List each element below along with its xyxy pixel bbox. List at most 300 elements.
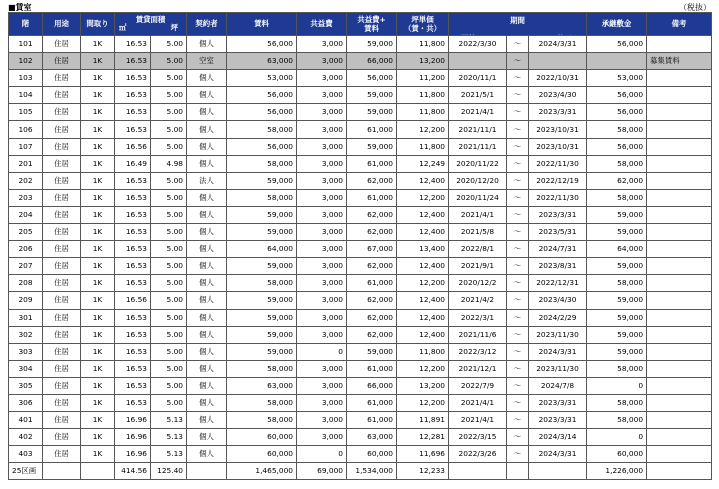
cell-layout: 1K bbox=[81, 343, 115, 360]
cell-area-tsubo: 5.00 bbox=[151, 172, 187, 189]
cell-start-date: 2022/7/9 bbox=[449, 377, 507, 394]
cell-rent-common: 66,000 bbox=[347, 377, 397, 394]
cell-end-date: 2023/11/30 bbox=[529, 360, 587, 377]
cell-rent-common: 61,000 bbox=[347, 121, 397, 138]
cell-unit-price: 13,200 bbox=[397, 53, 449, 70]
cell-area-m2: 16.96 bbox=[115, 412, 151, 429]
cell-area-tsubo: 5.00 bbox=[151, 360, 187, 377]
cell-room: 401 bbox=[9, 412, 43, 429]
cell-area-tsubo: 5.00 bbox=[151, 53, 187, 70]
cell-layout: 1K bbox=[81, 241, 115, 258]
cell-layout: 1K bbox=[81, 429, 115, 446]
total-rent: 1,465,000 bbox=[227, 463, 297, 480]
cell-unit-price: 12,200 bbox=[397, 394, 449, 411]
cell-deposit: 0 bbox=[587, 377, 647, 394]
header-floor: 階 bbox=[9, 13, 43, 36]
cell-remarks bbox=[647, 394, 712, 411]
cell-use: 住居 bbox=[43, 343, 81, 360]
cell-period-tilde: 〜 bbox=[507, 155, 529, 172]
cell-period-tilde: 〜 bbox=[507, 429, 529, 446]
cell-area-m2: 16.53 bbox=[115, 224, 151, 241]
cell-use: 住居 bbox=[43, 104, 81, 121]
cell-area-m2: 16.49 bbox=[115, 155, 151, 172]
cell-layout: 1K bbox=[81, 224, 115, 241]
cell-layout: 1K bbox=[81, 309, 115, 326]
section-title: ■賃室 bbox=[8, 3, 32, 12]
cell-remarks bbox=[647, 309, 712, 326]
cell-rent: 63,000 bbox=[227, 53, 297, 70]
cell-area-m2: 16.53 bbox=[115, 172, 151, 189]
total-unit-price: 12,233 bbox=[397, 463, 449, 480]
cell-rent-common: 61,000 bbox=[347, 155, 397, 172]
cell-use: 住居 bbox=[43, 241, 81, 258]
cell-rent: 64,000 bbox=[227, 241, 297, 258]
cell-use: 住居 bbox=[43, 121, 81, 138]
cell-rent: 56,000 bbox=[227, 36, 297, 53]
cell-period-tilde: 〜 bbox=[507, 275, 529, 292]
cell-period-tilde: 〜 bbox=[507, 446, 529, 463]
cell-area-tsubo: 5.00 bbox=[151, 394, 187, 411]
rent-roll-table bbox=[8, 12, 712, 480]
cell-layout: 1K bbox=[81, 377, 115, 394]
cell-period-tilde: 〜 bbox=[507, 258, 529, 275]
header-unit-price-line1: 坪単価 bbox=[411, 15, 434, 24]
cell-common-fee: 3,000 bbox=[297, 275, 347, 292]
cell-deposit: 59,000 bbox=[587, 292, 647, 309]
cell-room: 202 bbox=[9, 172, 43, 189]
cell-start-date: 2021/11/1 bbox=[449, 138, 507, 155]
header-period-start bbox=[461, 33, 476, 36]
cell-start-date: 2020/11/22 bbox=[449, 155, 507, 172]
cell-rent-common: 59,000 bbox=[347, 138, 397, 155]
cell-start-date: 2021/4/1 bbox=[449, 394, 507, 411]
cell-rent: 59,000 bbox=[227, 172, 297, 189]
cell-remarks bbox=[647, 172, 712, 189]
cell-deposit: 56,000 bbox=[587, 104, 647, 121]
table-row bbox=[9, 206, 712, 223]
cell-area-tsubo: 5.13 bbox=[151, 412, 187, 429]
cell-end-date: 2023/10/31 bbox=[529, 121, 587, 138]
cell-use: 住居 bbox=[43, 189, 81, 206]
cell-use: 住居 bbox=[43, 258, 81, 275]
cell-rent: 59,000 bbox=[227, 258, 297, 275]
cell-rent-common: 61,000 bbox=[347, 394, 397, 411]
cell-room: 201 bbox=[9, 155, 43, 172]
cell-area-tsubo: 5.00 bbox=[151, 309, 187, 326]
cell-area-tsubo: 5.00 bbox=[151, 206, 187, 223]
cell-unit-price: 12,400 bbox=[397, 224, 449, 241]
cell-area-m2: 16.53 bbox=[115, 360, 151, 377]
table-row bbox=[9, 138, 712, 155]
total-m2: 414.56 bbox=[115, 463, 151, 480]
cell-contractor: 個人 bbox=[187, 429, 227, 446]
cell-unit-price: 11,800 bbox=[397, 138, 449, 155]
cell-period-tilde: 〜 bbox=[507, 87, 529, 104]
header-unit-price-line2: （賃・共） bbox=[404, 24, 441, 33]
cell-rent: 53,000 bbox=[227, 70, 297, 87]
cell-contractor: 個人 bbox=[187, 258, 227, 275]
cell-period-tilde: 〜 bbox=[507, 241, 529, 258]
header-rent-common-line1: 共益費+ bbox=[357, 15, 386, 24]
cell-rent: 58,000 bbox=[227, 412, 297, 429]
cell-rent: 56,000 bbox=[227, 138, 297, 155]
cell-area-tsubo: 5.00 bbox=[151, 36, 187, 53]
cell-period-tilde: 〜 bbox=[507, 292, 529, 309]
total-common: 69,000 bbox=[297, 463, 347, 480]
cell-contractor: 個人 bbox=[187, 36, 227, 53]
cell-deposit: 58,000 bbox=[587, 155, 647, 172]
cell-start-date: 2022/3/1 bbox=[449, 309, 507, 326]
header-area-title: 賃貸面積 bbox=[135, 15, 166, 24]
cell-rent-common: 62,000 bbox=[347, 258, 397, 275]
cell-deposit: 62,000 bbox=[587, 172, 647, 189]
cell-deposit: 58,000 bbox=[587, 412, 647, 429]
cell-start-date: 2020/11/24 bbox=[449, 189, 507, 206]
header-period-title: 期間 bbox=[510, 16, 525, 25]
cell-room: 203 bbox=[9, 189, 43, 206]
total-rent-common: 1,534,000 bbox=[347, 463, 397, 480]
cell-unit-price: 11,800 bbox=[397, 343, 449, 360]
cell-rent: 59,000 bbox=[227, 206, 297, 223]
cell-area-tsubo: 5.13 bbox=[151, 429, 187, 446]
header-period-end bbox=[557, 33, 572, 36]
cell-rent: 56,000 bbox=[227, 87, 297, 104]
cell-room: 102 bbox=[9, 53, 43, 70]
cell-common-fee: 3,000 bbox=[297, 394, 347, 411]
cell-start-date: 2021/11/6 bbox=[449, 326, 507, 343]
cell-area-tsubo: 5.00 bbox=[151, 377, 187, 394]
cell-room: 209 bbox=[9, 292, 43, 309]
cell-period-tilde: 〜 bbox=[507, 138, 529, 155]
cell-period-tilde: 〜 bbox=[507, 172, 529, 189]
table-row bbox=[9, 377, 712, 394]
cell-room: 103 bbox=[9, 70, 43, 87]
cell-unit-price: 11,891 bbox=[397, 412, 449, 429]
cell-layout: 1K bbox=[81, 292, 115, 309]
cell-unit-price: 12,400 bbox=[397, 292, 449, 309]
table-row bbox=[9, 343, 712, 360]
cell-common-fee: 3,000 bbox=[297, 70, 347, 87]
cell-deposit: 60,000 bbox=[587, 446, 647, 463]
cell-unit-price: 12,200 bbox=[397, 189, 449, 206]
table-row bbox=[9, 412, 712, 429]
cell-contractor: 法人 bbox=[187, 172, 227, 189]
cell-rent-common: 62,000 bbox=[347, 292, 397, 309]
table-row bbox=[9, 36, 712, 53]
cell-rent-common: 60,000 bbox=[347, 446, 397, 463]
table-row bbox=[9, 429, 712, 446]
cell-common-fee: 3,000 bbox=[297, 258, 347, 275]
cell-period-tilde: 〜 bbox=[507, 412, 529, 429]
cell-period-tilde: 〜 bbox=[507, 360, 529, 377]
cell-layout: 1K bbox=[81, 326, 115, 343]
cell-end-date: 2023/5/31 bbox=[529, 224, 587, 241]
cell-end-date: 2024/3/31 bbox=[529, 343, 587, 360]
cell-room: 206 bbox=[9, 241, 43, 258]
cell-contractor: 個人 bbox=[187, 121, 227, 138]
cell-use: 住居 bbox=[43, 206, 81, 223]
cell-deposit: 56,000 bbox=[587, 36, 647, 53]
cell-use: 住居 bbox=[43, 377, 81, 394]
cell-room: 101 bbox=[9, 36, 43, 53]
cell-contractor: 空室 bbox=[187, 53, 227, 70]
cell-contractor: 個人 bbox=[187, 189, 227, 206]
cell-layout: 1K bbox=[81, 138, 115, 155]
cell-contractor: 個人 bbox=[187, 241, 227, 258]
cell-remarks bbox=[647, 104, 712, 121]
cell-end-date: 2023/3/31 bbox=[529, 412, 587, 429]
cell-period-tilde: 〜 bbox=[507, 377, 529, 394]
cell-area-m2: 16.96 bbox=[115, 446, 151, 463]
cell-area-m2: 16.53 bbox=[115, 104, 151, 121]
cell-deposit: 58,000 bbox=[587, 394, 647, 411]
cell-layout: 1K bbox=[81, 87, 115, 104]
header-use: 用途 bbox=[43, 13, 81, 36]
cell-area-tsubo: 5.00 bbox=[151, 87, 187, 104]
cell-contractor: 個人 bbox=[187, 87, 227, 104]
header-common-fee: 共益費 bbox=[297, 13, 347, 36]
cell-use: 住居 bbox=[43, 224, 81, 241]
cell-area-m2: 16.53 bbox=[115, 275, 151, 292]
cell-unit-price: 11,800 bbox=[397, 87, 449, 104]
cell-area-tsubo: 5.00 bbox=[151, 326, 187, 343]
cell-end-date: 2023/4/30 bbox=[529, 292, 587, 309]
cell-use: 住居 bbox=[43, 394, 81, 411]
cell-rent: 59,000 bbox=[227, 292, 297, 309]
table-row bbox=[9, 121, 712, 138]
cell-start-date: 2022/3/26 bbox=[449, 446, 507, 463]
cell-area-m2: 16.53 bbox=[115, 394, 151, 411]
cell-rent: 59,000 bbox=[227, 224, 297, 241]
cell-common-fee: 3,000 bbox=[297, 309, 347, 326]
cell-room: 106 bbox=[9, 121, 43, 138]
cell-area-tsubo: 5.00 bbox=[151, 70, 187, 87]
cell-contractor: 個人 bbox=[187, 224, 227, 241]
cell-common-fee: 3,000 bbox=[297, 377, 347, 394]
cell-area-m2: 16.53 bbox=[115, 241, 151, 258]
cell-contractor: 個人 bbox=[187, 70, 227, 87]
cell-area-m2: 16.53 bbox=[115, 258, 151, 275]
cell-area-tsubo: 5.00 bbox=[151, 292, 187, 309]
cell-rent: 58,000 bbox=[227, 360, 297, 377]
cell-deposit: 56,000 bbox=[587, 138, 647, 155]
cell-use: 住居 bbox=[43, 412, 81, 429]
cell-layout: 1K bbox=[81, 104, 115, 121]
cell-use: 住居 bbox=[43, 326, 81, 343]
cell-remarks bbox=[647, 446, 712, 463]
cell-area-tsubo: 5.00 bbox=[151, 104, 187, 121]
cell-use: 住居 bbox=[43, 275, 81, 292]
cell-start-date: 2022/3/15 bbox=[449, 429, 507, 446]
cell-end-date: 2024/3/14 bbox=[529, 429, 587, 446]
cell-remarks bbox=[647, 258, 712, 275]
table-row bbox=[9, 446, 712, 463]
cell-rent-common: 59,000 bbox=[347, 36, 397, 53]
cell-remarks bbox=[647, 360, 712, 377]
cell-area-m2: 16.53 bbox=[115, 189, 151, 206]
cell-contractor: 個人 bbox=[187, 309, 227, 326]
cell-end-date: 2023/10/31 bbox=[529, 138, 587, 155]
cell-start-date: 2020/12/2 bbox=[449, 275, 507, 292]
cell-room: 207 bbox=[9, 258, 43, 275]
cell-rent: 59,000 bbox=[227, 343, 297, 360]
cell-end-date: 2022/12/19 bbox=[529, 172, 587, 189]
cell-room: 306 bbox=[9, 394, 43, 411]
cell-area-tsubo: 5.00 bbox=[151, 224, 187, 241]
cell-rent-common: 61,000 bbox=[347, 275, 397, 292]
header-remarks: 備考 bbox=[647, 13, 712, 36]
cell-area-tsubo: 5.00 bbox=[151, 189, 187, 206]
cell-common-fee: 3,000 bbox=[297, 429, 347, 446]
cell-use: 住居 bbox=[43, 70, 81, 87]
cell-rent-common: 61,000 bbox=[347, 360, 397, 377]
cell-remarks bbox=[647, 412, 712, 429]
cell-use: 住居 bbox=[43, 155, 81, 172]
cell-remarks bbox=[647, 224, 712, 241]
cell-common-fee: 3,000 bbox=[297, 138, 347, 155]
cell-start-date: 2021/4/1 bbox=[449, 412, 507, 429]
cell-remarks: 募集賃料 bbox=[647, 53, 712, 70]
cell-use: 住居 bbox=[43, 172, 81, 189]
cell-use: 住居 bbox=[43, 292, 81, 309]
cell-remarks bbox=[647, 121, 712, 138]
cell-remarks bbox=[647, 292, 712, 309]
table-row bbox=[9, 155, 712, 172]
cell-end-date: 2022/11/30 bbox=[529, 189, 587, 206]
cell-remarks bbox=[647, 87, 712, 104]
cell-common-fee: 3,000 bbox=[297, 224, 347, 241]
cell-layout: 1K bbox=[81, 258, 115, 275]
cell-area-m2: 16.53 bbox=[115, 309, 151, 326]
cell-area-tsubo: 5.00 bbox=[151, 275, 187, 292]
cell-remarks bbox=[647, 189, 712, 206]
cell-remarks bbox=[647, 138, 712, 155]
cell-rent-common: 67,000 bbox=[347, 241, 397, 258]
cell-rent: 56,000 bbox=[227, 104, 297, 121]
cell-start-date: 2021/4/1 bbox=[449, 104, 507, 121]
cell-start-date: 2022/8/1 bbox=[449, 241, 507, 258]
cell-remarks bbox=[647, 326, 712, 343]
cell-layout: 1K bbox=[81, 36, 115, 53]
cell-layout: 1K bbox=[81, 206, 115, 223]
cell-unit-price: 12,400 bbox=[397, 258, 449, 275]
cell-rent-common: 63,000 bbox=[347, 429, 397, 446]
cell-common-fee: 3,000 bbox=[297, 412, 347, 429]
cell-period-tilde: 〜 bbox=[507, 70, 529, 87]
table-row bbox=[9, 292, 712, 309]
header-area-tsubo: 坪 bbox=[170, 23, 178, 32]
cell-layout: 1K bbox=[81, 53, 115, 70]
cell-common-fee: 3,000 bbox=[297, 172, 347, 189]
cell-unit-price: 11,696 bbox=[397, 446, 449, 463]
cell-unit-price: 12,400 bbox=[397, 326, 449, 343]
cell-end-date: 2024/2/29 bbox=[529, 309, 587, 326]
cell-room: 105 bbox=[9, 104, 43, 121]
cell-room: 205 bbox=[9, 224, 43, 241]
cell-room: 305 bbox=[9, 377, 43, 394]
cell-deposit: 56,000 bbox=[587, 87, 647, 104]
cell-remarks bbox=[647, 429, 712, 446]
cell-unit-price: 11,800 bbox=[397, 36, 449, 53]
cell-deposit: 0 bbox=[587, 429, 647, 446]
cell-remarks bbox=[647, 155, 712, 172]
cell-area-m2: 16.53 bbox=[115, 206, 151, 223]
table-row bbox=[9, 326, 712, 343]
cell-contractor: 個人 bbox=[187, 377, 227, 394]
cell-unit-price: 12,200 bbox=[397, 275, 449, 292]
cell-area-m2: 16.53 bbox=[115, 326, 151, 343]
cell-room: 208 bbox=[9, 275, 43, 292]
cell-period-tilde: 〜 bbox=[507, 104, 529, 121]
cell-room: 402 bbox=[9, 429, 43, 446]
cell-deposit: 59,000 bbox=[587, 206, 647, 223]
cell-end-date: 2024/7/31 bbox=[529, 241, 587, 258]
cell-end-date: 2024/3/31 bbox=[529, 36, 587, 53]
cell-common-fee: 3,000 bbox=[297, 206, 347, 223]
cell-deposit: 58,000 bbox=[587, 275, 647, 292]
cell-rent: 58,000 bbox=[227, 121, 297, 138]
cell-start-date: 2021/11/1 bbox=[449, 121, 507, 138]
cell-common-fee: 0 bbox=[297, 343, 347, 360]
cell-layout: 1K bbox=[81, 172, 115, 189]
cell-contractor: 個人 bbox=[187, 326, 227, 343]
cell-deposit: 58,000 bbox=[587, 121, 647, 138]
cell-common-fee: 3,000 bbox=[297, 104, 347, 121]
cell-room: 107 bbox=[9, 138, 43, 155]
cell-common-fee: 3,000 bbox=[297, 155, 347, 172]
cell-deposit: 59,000 bbox=[587, 258, 647, 275]
cell-end-date: 2023/4/30 bbox=[529, 87, 587, 104]
cell-start-date: 2021/5/1 bbox=[449, 87, 507, 104]
total-row bbox=[9, 463, 712, 480]
cell-contractor: 個人 bbox=[187, 446, 227, 463]
cell-common-fee: 3,000 bbox=[297, 53, 347, 70]
cell-area-m2: 16.53 bbox=[115, 70, 151, 87]
cell-area-tsubo: 5.00 bbox=[151, 138, 187, 155]
cell-deposit: 59,000 bbox=[587, 343, 647, 360]
cell-remarks bbox=[647, 377, 712, 394]
cell-rent: 58,000 bbox=[227, 155, 297, 172]
cell-end-date: 2023/3/31 bbox=[529, 206, 587, 223]
table-row bbox=[9, 70, 712, 87]
cell-room: 204 bbox=[9, 206, 43, 223]
cell-unit-price: 12,281 bbox=[397, 429, 449, 446]
cell-common-fee: 3,000 bbox=[297, 189, 347, 206]
cell-deposit: 64,000 bbox=[587, 241, 647, 258]
cell-room: 104 bbox=[9, 87, 43, 104]
cell-period-tilde: 〜 bbox=[507, 343, 529, 360]
cell-rent-common: 59,000 bbox=[347, 343, 397, 360]
cell-area-m2: 16.96 bbox=[115, 429, 151, 446]
header-rent-common bbox=[347, 13, 397, 36]
cell-start-date: 2021/5/8 bbox=[449, 224, 507, 241]
cell-unit-price: 13,400 bbox=[397, 241, 449, 258]
cell-period-tilde: 〜 bbox=[507, 189, 529, 206]
cell-period-tilde: 〜 bbox=[507, 206, 529, 223]
cell-deposit: 58,000 bbox=[587, 360, 647, 377]
cell-use: 住居 bbox=[43, 309, 81, 326]
table-row bbox=[9, 224, 712, 241]
cell-period-tilde: 〜 bbox=[507, 394, 529, 411]
cell-rent: 59,000 bbox=[227, 326, 297, 343]
cell-rent: 58,000 bbox=[227, 394, 297, 411]
table-row bbox=[9, 241, 712, 258]
table-header-row bbox=[9, 13, 712, 36]
cell-unit-price: 13,200 bbox=[397, 377, 449, 394]
cell-common-fee: 3,000 bbox=[297, 241, 347, 258]
cell-layout: 1K bbox=[81, 189, 115, 206]
cell-layout: 1K bbox=[81, 121, 115, 138]
